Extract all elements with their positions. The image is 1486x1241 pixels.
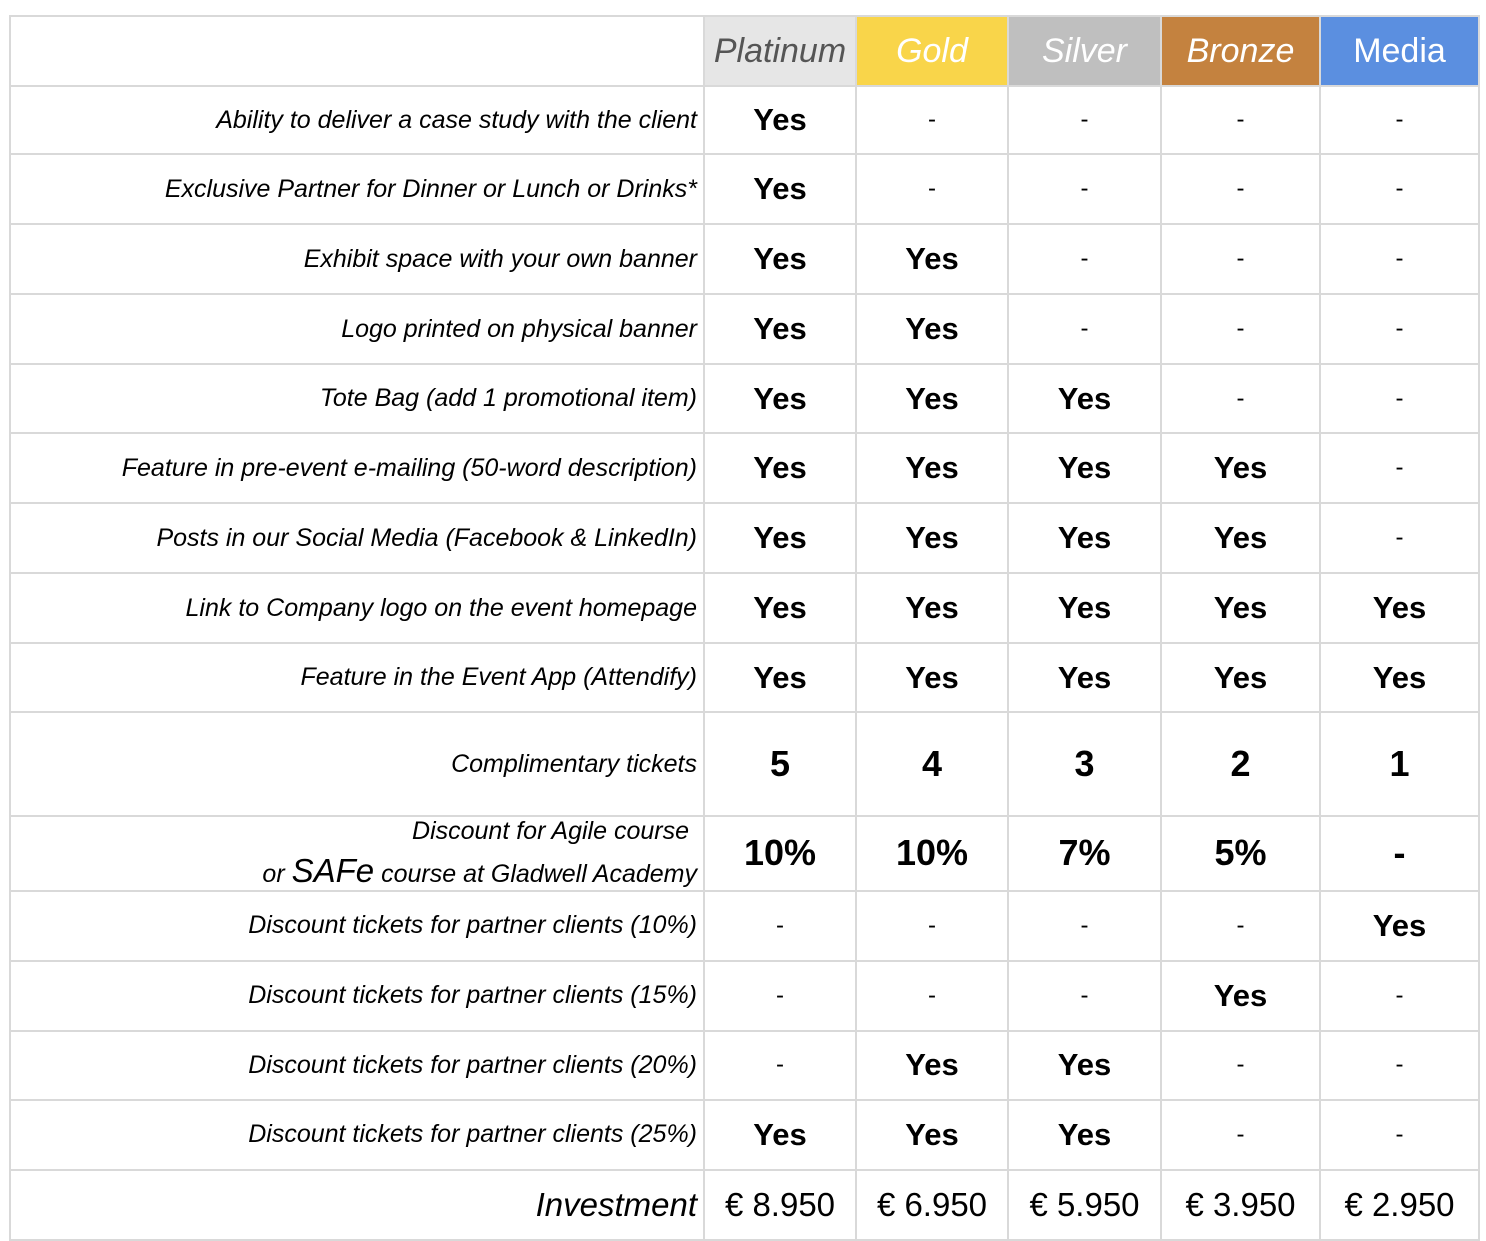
feature-label [10, 816, 704, 891]
table-row [10, 1100, 1479, 1170]
cell-silver: Yes [1008, 643, 1161, 712]
price-bronze: € 3.950 [1161, 1170, 1320, 1240]
table-row [10, 154, 1479, 224]
table-row [10, 573, 1479, 643]
cell-media: Yes [1320, 643, 1479, 712]
cell-media: 1 [1320, 712, 1479, 816]
feature-label: Link to Company logo on the event homepage [10, 573, 704, 643]
cell-media: - [1320, 1031, 1479, 1100]
cell-bronze: - [1161, 86, 1320, 154]
cell-gold: Yes [856, 224, 1008, 294]
cell-gold: - [856, 154, 1008, 224]
header-row [10, 16, 1479, 86]
feature-label: Complimentary tickets [10, 712, 704, 816]
cell-bronze: 5% [1161, 816, 1320, 891]
cell-media: Yes [1320, 891, 1479, 961]
table-row [10, 503, 1479, 573]
cell-bronze: - [1161, 224, 1320, 294]
cell-silver: Yes [1008, 1031, 1161, 1100]
cell-platinum: 10% [704, 816, 856, 891]
table-row [10, 224, 1479, 294]
table-row [10, 816, 1479, 891]
price-gold: € 6.950 [856, 1170, 1008, 1240]
cell-platinum: - [704, 891, 856, 961]
cell-silver: 7% [1008, 816, 1161, 891]
table-row [10, 294, 1479, 364]
cell-gold: Yes [856, 573, 1008, 643]
table-row [10, 433, 1479, 503]
cell-gold: 4 [856, 712, 1008, 816]
investment-row [10, 1170, 1479, 1240]
cell-bronze: - [1161, 1100, 1320, 1170]
cell-silver: - [1008, 154, 1161, 224]
cell-bronze: 2 [1161, 712, 1320, 816]
cell-gold: - [856, 891, 1008, 961]
cell-silver: - [1008, 294, 1161, 364]
cell-media: - [1320, 503, 1479, 573]
cell-silver: Yes [1008, 433, 1161, 503]
cell-bronze: Yes [1161, 643, 1320, 712]
cell-gold: Yes [856, 503, 1008, 573]
cell-bronze: Yes [1161, 961, 1320, 1031]
cell-bronze: - [1161, 891, 1320, 961]
table-row [10, 961, 1479, 1031]
cell-gold: Yes [856, 1100, 1008, 1170]
cell-media: - [1320, 364, 1479, 433]
cell-platinum: Yes [704, 154, 856, 224]
feature-label: Discount tickets for partner clients (15%) [10, 961, 704, 1031]
cell-media: - [1320, 154, 1479, 224]
feature-label-line: Discount for Agile course [412, 817, 689, 845]
price-media: € 2.950 [1320, 1170, 1479, 1240]
feature-label: Feature in pre-event e-mailing (50-word description) [10, 433, 704, 503]
cell-gold: - [856, 86, 1008, 154]
cell-silver: - [1008, 961, 1161, 1031]
cell-platinum: Yes [704, 224, 856, 294]
cell-silver: Yes [1008, 503, 1161, 573]
cell-gold: Yes [856, 294, 1008, 364]
cell-media: - [1320, 224, 1479, 294]
cell-platinum: Yes [704, 433, 856, 503]
cell-silver: Yes [1008, 364, 1161, 433]
cell-platinum: - [704, 961, 856, 1031]
cell-media: - [1320, 816, 1479, 891]
cell-platinum: Yes [704, 503, 856, 573]
feature-label-part: or [262, 859, 285, 888]
cell-media: - [1320, 961, 1479, 1031]
cell-bronze: Yes [1161, 433, 1320, 503]
cell-bronze: - [1161, 364, 1320, 433]
tier-header-platinum: Platinum [704, 16, 856, 86]
cell-media: Yes [1320, 573, 1479, 643]
cell-silver: - [1008, 891, 1161, 961]
feature-label-line [11, 852, 697, 890]
cell-bronze: - [1161, 294, 1320, 364]
tier-header-gold: Gold [856, 16, 1008, 86]
cell-platinum: Yes [704, 86, 856, 154]
cell-platinum: 5 [704, 712, 856, 816]
table-row [10, 1031, 1479, 1100]
cell-platinum: Yes [704, 1100, 856, 1170]
feature-label: Discount tickets for partner clients (10%) [10, 891, 704, 961]
feature-label: Exclusive Partner for Dinner or Lunch or Drinks* [10, 154, 704, 224]
cell-platinum: Yes [704, 643, 856, 712]
cell-gold: - [856, 961, 1008, 1031]
cell-gold: Yes [856, 364, 1008, 433]
cell-bronze: Yes [1161, 573, 1320, 643]
cell-silver: - [1008, 86, 1161, 154]
cell-gold: Yes [856, 433, 1008, 503]
feature-label: Ability to deliver a case study with the client [10, 86, 704, 154]
cell-media: - [1320, 294, 1479, 364]
cell-silver: Yes [1008, 573, 1161, 643]
cell-gold: Yes [856, 643, 1008, 712]
table-row [10, 364, 1479, 433]
sponsorship-tiers-table [9, 15, 1480, 1241]
header-corner-cell [10, 16, 704, 86]
cell-media: - [1320, 433, 1479, 503]
cell-platinum: Yes [704, 294, 856, 364]
feature-label-part: course at Gladwell Academy [381, 859, 697, 888]
feature-label: Tote Bag (add 1 promotional item) [10, 364, 704, 433]
cell-platinum: Yes [704, 364, 856, 433]
feature-label: Feature in the Event App (Attendify) [10, 643, 704, 712]
safe-label: SAFe [291, 851, 375, 889]
cell-silver: - [1008, 224, 1161, 294]
cell-media: - [1320, 86, 1479, 154]
cell-bronze: - [1161, 154, 1320, 224]
table-row [10, 643, 1479, 712]
cell-silver: Yes [1008, 1100, 1161, 1170]
feature-label: Exhibit space with your own banner [10, 224, 704, 294]
price-platinum: € 8.950 [704, 1170, 856, 1240]
price-silver: € 5.950 [1008, 1170, 1161, 1240]
cell-media: - [1320, 1100, 1479, 1170]
tier-header-silver: Silver [1008, 16, 1161, 86]
table-row [10, 712, 1479, 816]
tier-header-bronze: Bronze [1161, 16, 1320, 86]
feature-label: Discount tickets for partner clients (25%) [10, 1100, 704, 1170]
feature-label: Posts in our Social Media (Facebook & LinkedIn) [10, 503, 704, 573]
cell-gold: 10% [856, 816, 1008, 891]
tier-header-media: Media [1320, 16, 1479, 86]
feature-label: Discount tickets for partner clients (20%) [10, 1031, 704, 1100]
feature-label: Logo printed on physical banner [10, 294, 704, 364]
investment-label: Investment [10, 1170, 704, 1240]
cell-gold: Yes [856, 1031, 1008, 1100]
cell-bronze: - [1161, 1031, 1320, 1100]
cell-silver: 3 [1008, 712, 1161, 816]
cell-bronze: Yes [1161, 503, 1320, 573]
cell-platinum: Yes [704, 573, 856, 643]
table-row [10, 891, 1479, 961]
cell-platinum: - [704, 1031, 856, 1100]
table-row [10, 86, 1479, 154]
